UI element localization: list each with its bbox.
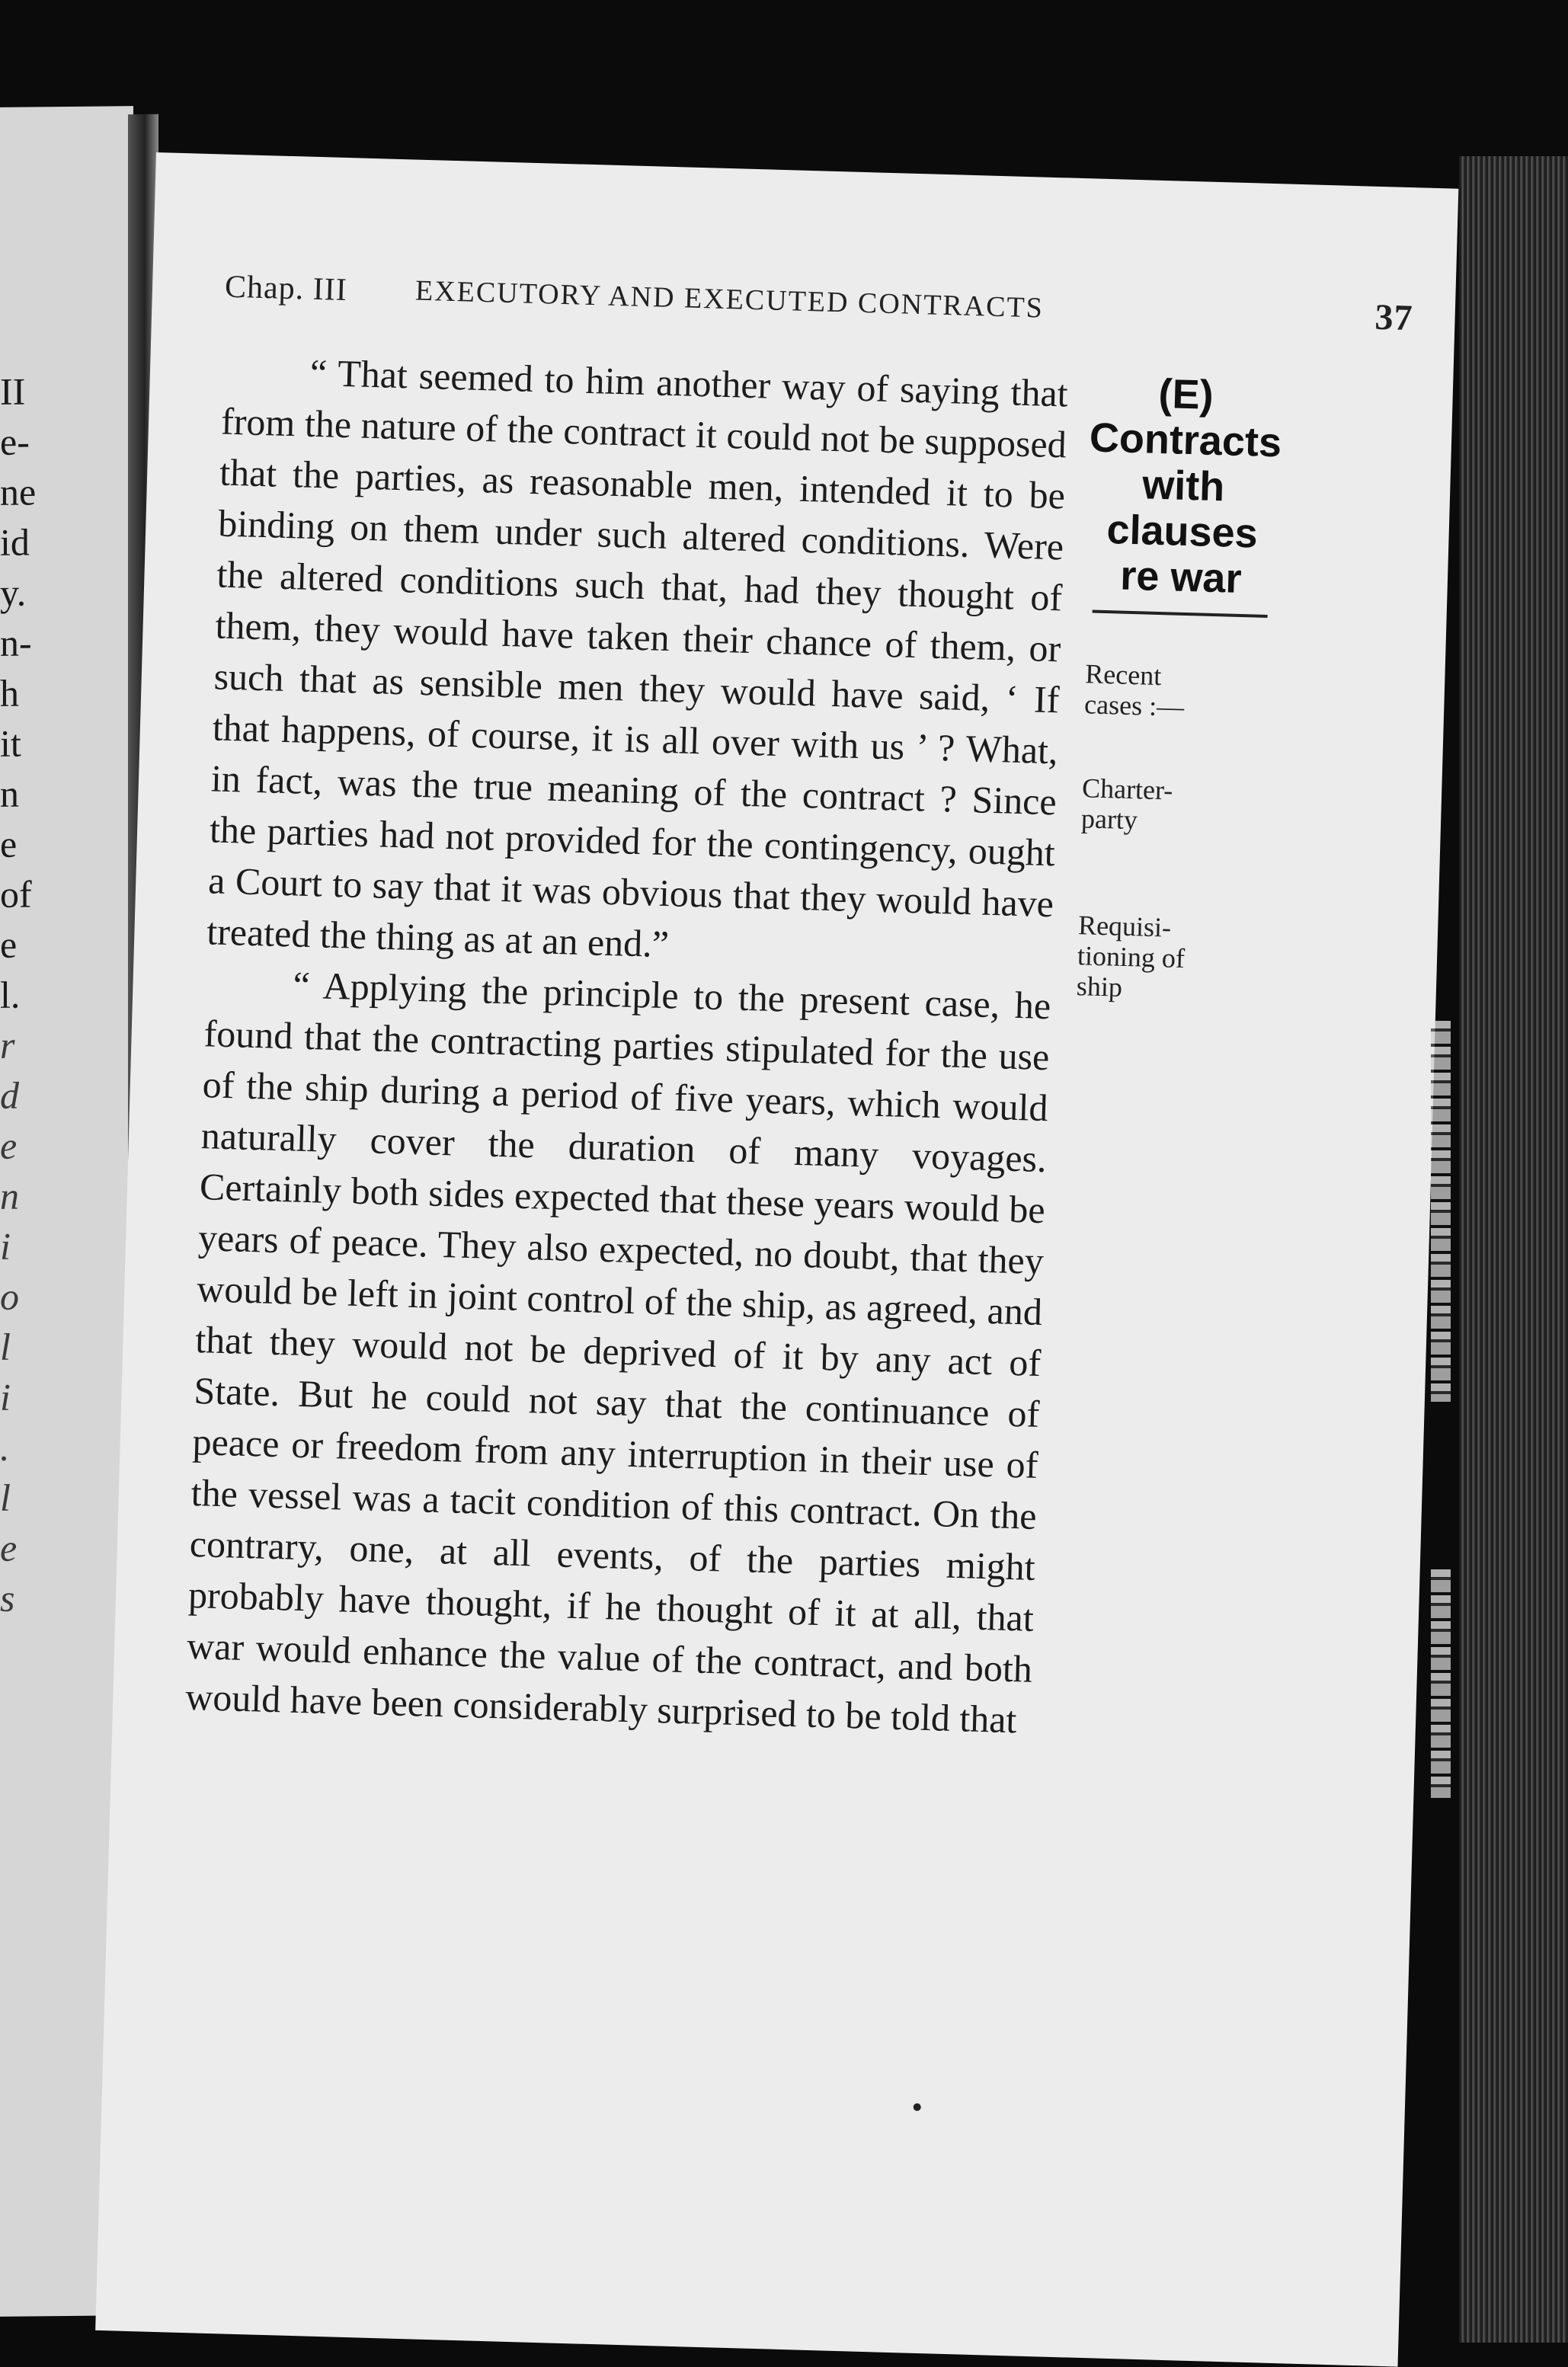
left-page-fragment: l	[0, 1325, 11, 1368]
edge-marking	[1431, 1569, 1451, 1798]
marginal-heading	[1085, 369, 1282, 618]
left-page-fragment: it	[0, 721, 21, 765]
paragraph: “ Applying the principle to the present case, he found that the contracting parties stipulated for the use of the ship during a period of five years, which would naturally cover the duration of many voyages. Certainly both sides expected that these years would be years of peace. They also expected, no doubt, that they would be left in joint control of the ship, as agreed, and that they would not be deprived of it by any act of State. But he could not say that the continuance of peace or freedom from any interruption in their use of the vessel was a tacit condition of this contract. On the contrary, one, at all events, of the parties might probably have thought, if he thought of it at all, that war would enhance the value of the contract, and both would have been considerably surprised to be told that	[184, 963, 1051, 1742]
paragraph: “ That seemed to him another way of saying that from the nature of the contract it could not be supposed that the parties, as reasonable men, intended it to be binding on them under such altered conditions. Were the altered conditions such that, had they thought of them, they would have taken their chance of them, or such that as sensible men they would have said, ‘ If that happens, of course, it is all over with us ’ ? What, in fact, was the true meaning of the contract ? Since the parties had not provided for the contingency, ought a Court to say that it was obvious that they would have treated the thing as at an end.”	[206, 350, 1069, 966]
left-page-fragment: d	[0, 1073, 19, 1117]
page-number: 37	[1374, 296, 1414, 339]
sidenote-line: cases :—	[1083, 689, 1185, 722]
left-page-fragment: n	[0, 1174, 19, 1217]
marginal-heading-line: clauses	[1106, 507, 1259, 557]
chapter-title: EXECUTORY AND EXECUTED CONTRACTS	[414, 274, 1045, 325]
left-page-fragment: l	[0, 1476, 11, 1519]
left-page-fragment: e	[0, 923, 18, 966]
sidenote-line: Charter-	[1081, 772, 1173, 806]
sidenote-recent-cases	[1084, 658, 1238, 724]
sidenote-charterparty	[1081, 772, 1235, 838]
left-page-fragment: r	[0, 1023, 15, 1067]
marginal-heading-line: re war	[1119, 552, 1243, 602]
print-speck	[914, 2103, 921, 2111]
left-page-fragment: id	[0, 520, 30, 564]
sidenote-line: party	[1080, 803, 1138, 836]
left-page-fragment: h	[0, 671, 19, 715]
left-page-fragment: II	[0, 369, 26, 413]
left-page-fragment: i	[0, 1375, 11, 1419]
left-page-fragment: i	[0, 1224, 11, 1268]
left-page-fragment: of	[0, 872, 32, 916]
running-header	[224, 269, 1414, 339]
sidenote-line: Recent	[1084, 658, 1162, 692]
edge-marking	[1431, 1021, 1451, 1402]
left-page-fragment: e-	[0, 420, 30, 463]
left-page-fragment: l.	[0, 973, 21, 1016]
left-page-fragment: .	[0, 1425, 10, 1469]
left-page-fragment: e	[0, 822, 18, 865]
left-page-fragment: ne	[0, 470, 37, 513]
body-text	[184, 345, 1068, 1746]
left-page-fragment: o	[0, 1275, 19, 1318]
left-page-fragment: n-	[0, 621, 32, 664]
left-page-fragment: e	[0, 1124, 18, 1167]
chapter-label: Chap. III	[224, 269, 348, 309]
section-letter: (E)	[1157, 370, 1214, 418]
sidenote-line: ship	[1076, 971, 1123, 1003]
sidenote-requisitioning	[1076, 910, 1230, 1006]
marginal-heading-line: Contracts	[1089, 414, 1282, 466]
sidenote-line: Requisi-	[1077, 910, 1172, 943]
marginal-heading-line: with	[1141, 462, 1226, 510]
left-page-fragment: n	[0, 772, 19, 815]
book-page	[95, 152, 1458, 2367]
page-edges	[1459, 156, 1568, 2343]
left-page-text-fragments	[0, 366, 46, 1623]
heading-rule	[1093, 610, 1268, 618]
left-page-fragment: s	[0, 1576, 15, 1620]
left-page-fragment: e	[0, 1526, 18, 1569]
sidenote-line: tioning of	[1077, 940, 1186, 974]
left-page-fragment: y.	[0, 571, 27, 614]
